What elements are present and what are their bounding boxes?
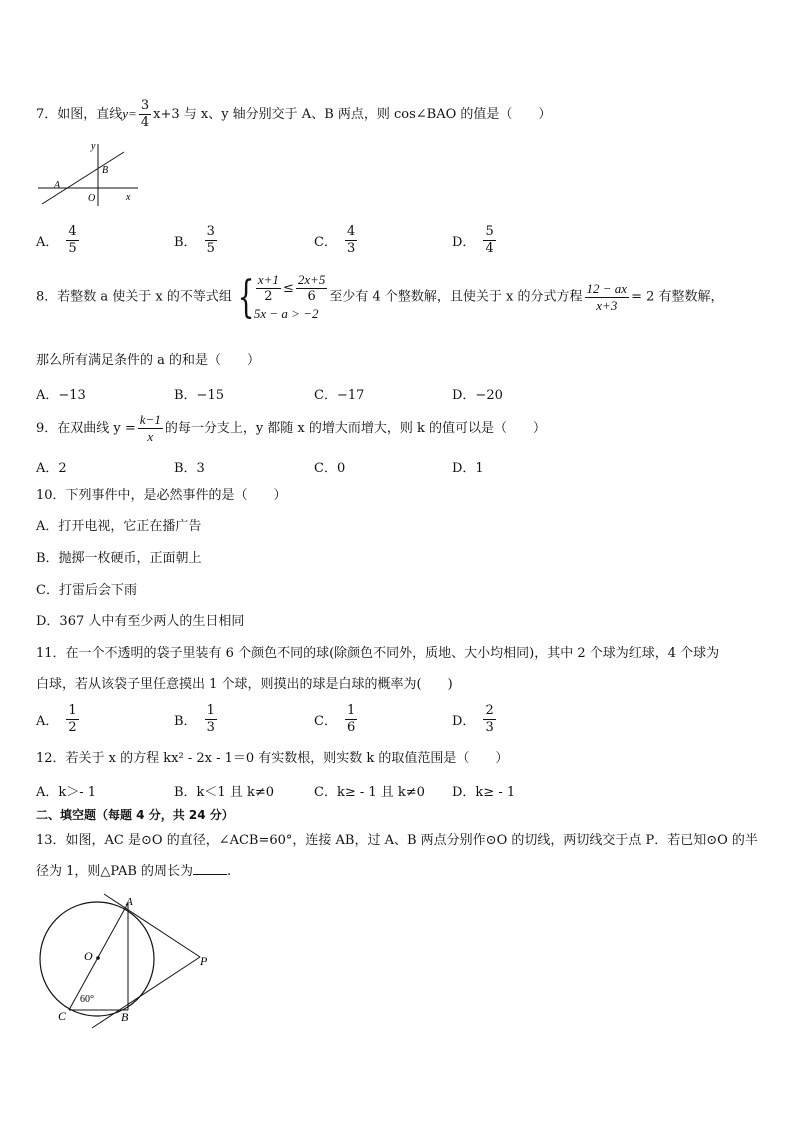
ineq1-left xyxy=(256,272,281,305)
tangent-pa xyxy=(104,894,200,957)
label-a: A xyxy=(126,896,133,908)
q7-y-eq: y= xyxy=(122,106,137,121)
q12-option-d: D．k≥ - 1 xyxy=(452,785,516,800)
q8-pre: 8．若整数 a 使关于 x 的不等式组 xyxy=(36,289,232,305)
q8-eq-fraction xyxy=(585,281,630,314)
q13-figure xyxy=(30,892,230,1032)
frac-num: 12 − ax xyxy=(586,281,628,296)
frac-num: 2x+5 xyxy=(297,272,326,287)
frac-num: 3 xyxy=(206,224,215,239)
frac-num: x+1 xyxy=(257,272,279,287)
q10-option-b: B．抛掷一枚硬币，正面朝上 xyxy=(36,551,202,566)
q8-system xyxy=(254,272,330,323)
option-label: B． xyxy=(174,235,197,250)
q10-stem: 10．下列事件中，是必然事件的是（ ） xyxy=(36,488,287,503)
q7-number: 7．如图，直线 xyxy=(36,107,123,122)
frac-den: 3 xyxy=(485,720,494,735)
q7-label-a: A xyxy=(54,180,61,191)
q13-line2-end: . xyxy=(227,864,232,879)
option-fraction xyxy=(483,703,495,736)
q9-pre: 9．在双曲线 y = xyxy=(36,421,136,436)
frac-num: 2 xyxy=(485,703,494,718)
frac-den: 5 xyxy=(206,241,215,256)
frac-den: x+3 xyxy=(596,298,618,313)
q7-label-x: x xyxy=(126,192,131,203)
frac-den: 3 xyxy=(346,241,356,256)
q11-line2: 白球，若从该袋子里任意摸出 1 个球，则摸出的球是白球的概率为( ) xyxy=(36,677,453,692)
q12-option-a: A．k＞- 1 xyxy=(36,785,97,800)
option-label: C． xyxy=(314,714,337,729)
q9-fraction xyxy=(138,412,163,445)
q8-option-d: D．−20 xyxy=(452,388,503,403)
frac-den: 2 xyxy=(264,289,273,304)
q10-option-c: C．打雷后会下雨 xyxy=(36,583,137,598)
option-fraction xyxy=(66,224,78,257)
q12-stem: 12．若关于 x 的方程 kx² - 2x - 1＝0 有实数根，则实数 k 的取值范围是（ ） xyxy=(36,751,509,766)
option-fraction xyxy=(66,703,78,736)
q8-line2: 那么所有满足条件的 a 的和是（ ） xyxy=(36,353,261,368)
q7-option-a xyxy=(36,224,81,257)
frac-den: 4 xyxy=(485,241,494,256)
frac-den: 6 xyxy=(307,289,316,304)
q10-option-a: A．打开电视，它正在播广告 xyxy=(36,519,202,534)
ineq1-right xyxy=(296,272,328,305)
frac-num: 1 xyxy=(68,703,77,718)
q9-option-a: A．2 xyxy=(36,461,67,476)
q7-label-b: B xyxy=(102,165,109,176)
frac-den: 5 xyxy=(68,241,77,256)
label-o: O xyxy=(84,949,93,963)
q11-option-d xyxy=(452,703,498,736)
option-label: A． xyxy=(36,714,59,729)
option-label: A． xyxy=(36,235,59,250)
option-fraction xyxy=(205,224,217,257)
center-dot xyxy=(96,956,100,960)
frac-num: 4 xyxy=(346,224,356,239)
q8-ineq1 xyxy=(254,272,330,305)
q7-figure xyxy=(34,138,144,210)
label-b: B xyxy=(121,1010,129,1024)
q7-line xyxy=(42,152,124,204)
frac-num: 4 xyxy=(68,224,77,239)
option-label: B． xyxy=(174,714,197,729)
q7-frac-den: 4 xyxy=(140,115,150,130)
q13-line2 xyxy=(36,862,231,881)
q8-stem xyxy=(36,272,724,323)
ineq1-op: ≤ xyxy=(282,281,294,296)
frac-den: 2 xyxy=(68,720,77,735)
q8-eq-tail: = 2 有整数解， xyxy=(631,289,724,305)
q7-option-c xyxy=(314,224,359,257)
label-c: C xyxy=(58,1009,67,1023)
frac-num: k−1 xyxy=(139,412,161,427)
tangent-pb xyxy=(92,957,200,1028)
label-p: P xyxy=(200,954,208,968)
q8-option-b: B．−15 xyxy=(174,388,224,403)
q7-tail: x+3 与 x、y 轴分别交于 A、B 两点，则 cos∠BAO 的值是（ ） xyxy=(153,107,552,122)
q7-stem xyxy=(36,98,551,131)
q7-label-o: O xyxy=(88,193,96,204)
q9-stem xyxy=(36,412,546,445)
q11-line1: 11．在一个不透明的袋子里装有 6 个颜色不同的球(除颜色不同外，质地、大小均相同)，其中 2 个球为红球，4 个球为 xyxy=(36,646,720,661)
q9-option-b: B．3 xyxy=(174,461,205,476)
q9-tail: 的每一分支上，y 都随 x 的增大而增大，则 k 的值可以是（ ） xyxy=(164,421,547,436)
section-heading: 二、填空题（每题 4 分，共 24 分） xyxy=(36,808,234,822)
q8-ineq2: 5x − a > −2 xyxy=(253,306,319,321)
q9-option-c: C．0 xyxy=(314,461,346,476)
option-label: D． xyxy=(452,714,476,729)
frac-num: 1 xyxy=(206,703,215,718)
option-fraction xyxy=(205,703,217,736)
q12-option-b: B．k＜1 且 k≠0 xyxy=(174,785,275,800)
option-fraction xyxy=(345,703,357,736)
answer-blank xyxy=(193,862,227,875)
q13-line1: 13．如图，AC 是⊙O 的直径，∠ACB=60°，连接 AB，过 A、B 两点分别作⊙O 的切线，两切线交于点 P．若已知⊙O 的半 xyxy=(36,833,758,848)
q7-frac-num: 3 xyxy=(140,98,150,113)
frac-num: 5 xyxy=(485,224,494,239)
q7-option-d xyxy=(452,224,498,257)
q7-fraction xyxy=(139,98,151,131)
q10-option-d: D．367 人中有至少两人的生日相同 xyxy=(36,614,245,629)
q11-option-b xyxy=(174,703,219,736)
frac-den: x xyxy=(147,429,154,444)
q7-label-y: y xyxy=(91,141,96,152)
q11-option-a xyxy=(36,703,81,736)
angle-label: 60° xyxy=(80,994,94,1005)
frac-den: 3 xyxy=(206,720,215,735)
q8-option-c: C．−17 xyxy=(314,388,365,403)
q9-option-d: D．1 xyxy=(452,461,484,476)
q7-option-b xyxy=(174,224,219,257)
q11-option-c xyxy=(314,703,359,736)
option-label: D． xyxy=(452,235,476,250)
frac-den: 6 xyxy=(346,720,356,735)
q8-brace: { xyxy=(237,271,255,323)
option-fraction xyxy=(483,224,495,257)
option-fraction xyxy=(345,224,357,257)
option-label: C． xyxy=(314,235,337,250)
q8-option-a: A．−13 xyxy=(36,388,86,403)
q8-mid: 至少有 4 个整数解，且使关于 x 的分式方程 xyxy=(329,289,583,305)
frac-num: 1 xyxy=(346,703,356,718)
q12-option-c: C．k≥ - 1 且 k≠0 xyxy=(314,785,425,800)
q13-line2-text: 径为 1，则△PAB 的周长为 xyxy=(36,864,194,879)
